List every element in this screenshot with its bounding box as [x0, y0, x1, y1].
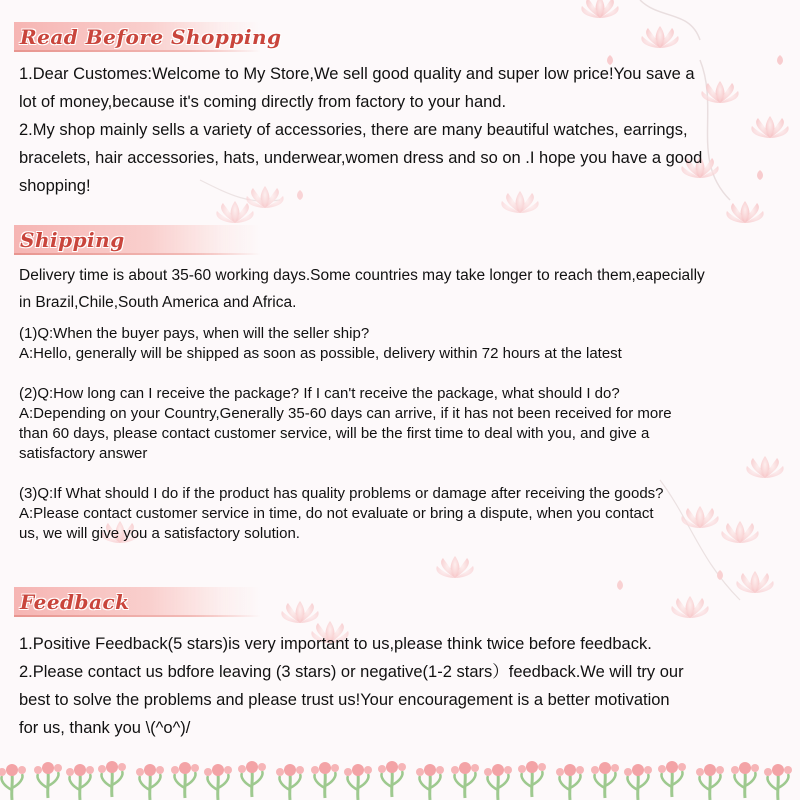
- feedback-text: [19, 630, 770, 742]
- question-line: (1)Q:When the buyer pays, when will the seller ship?: [19, 325, 370, 342]
- banner-underline: [14, 50, 260, 52]
- shipping-intro: [19, 262, 770, 316]
- banner-underline: [14, 253, 260, 255]
- shipping-banner: [14, 225, 260, 255]
- text-line: 1.Positive Feedback(5 stars)is very important to us,please think twice before feedback.: [19, 635, 652, 653]
- shipping-title: Shipping: [20, 228, 125, 252]
- text-line: shopping!: [19, 177, 91, 195]
- question-line: (3)Q:If What should I do if the product has quality problems or damage after receiving the goods?: [19, 485, 664, 502]
- text-line: 2.My shop mainly sells a variety of accessories, there are many beautiful watches, earrings,: [19, 121, 688, 139]
- text-line: for us, thank you \(^o^)/: [19, 719, 191, 737]
- read-before-shopping-text: [19, 60, 770, 200]
- text-line: 1.Dear Customes:Welcome to My Store,We sell good quality and super low price!You save a: [19, 65, 695, 83]
- question-line: (2)Q:How long can I receive the package? If I can't receive the package, what should I do?: [19, 385, 620, 402]
- text-line: in Brazil,Chile,South America and Africa.: [19, 294, 297, 311]
- answer-line: satisfactory answer: [19, 445, 148, 462]
- read-before-shopping-banner: [14, 22, 282, 52]
- answer-line: A:Depending on your Country,Generally 35-60 days can arrive, if it has not been received for more: [19, 405, 672, 422]
- feedback-banner: [14, 587, 260, 617]
- answer-line: us, we will give you a satisfactory solution.: [19, 525, 300, 542]
- feedback-title: Feedback: [20, 590, 130, 614]
- answer-line: A:Please contact customer service in time, do not evaluate or bring a dispute, when you contact: [19, 505, 654, 522]
- answer-line: than 60 days, please contact customer service, will be the first time to deal with you, and give a: [19, 425, 650, 442]
- text-line: Delivery time is about 35-60 working days.Some countries may take longer to reach them,eapecially: [19, 267, 705, 284]
- text-line: best to solve the problems and please trust us!Your encouragement is a better motivation: [19, 691, 670, 709]
- text-line: 2.Please contact us bdfore leaving (3 stars) or negative(1-2 stars）feedback.We will try our: [19, 663, 684, 681]
- text-line: lot of money,because it's coming directly from factory to your hand.: [19, 93, 507, 111]
- text-line: bracelets, hair accessories, hats, underwear,women dress and so on .I hope you have a good: [19, 149, 703, 167]
- banner-underline: [14, 615, 260, 617]
- shipping-qa-2: [19, 384, 770, 464]
- shipping-qa-1: [19, 324, 770, 364]
- shipping-qa-3: [19, 484, 770, 544]
- read-before-shopping-title: Read Before Shopping: [20, 25, 282, 49]
- answer-line: A:Hello, generally will be shipped as soon as possible, delivery within 72 hours at the latest: [19, 345, 622, 362]
